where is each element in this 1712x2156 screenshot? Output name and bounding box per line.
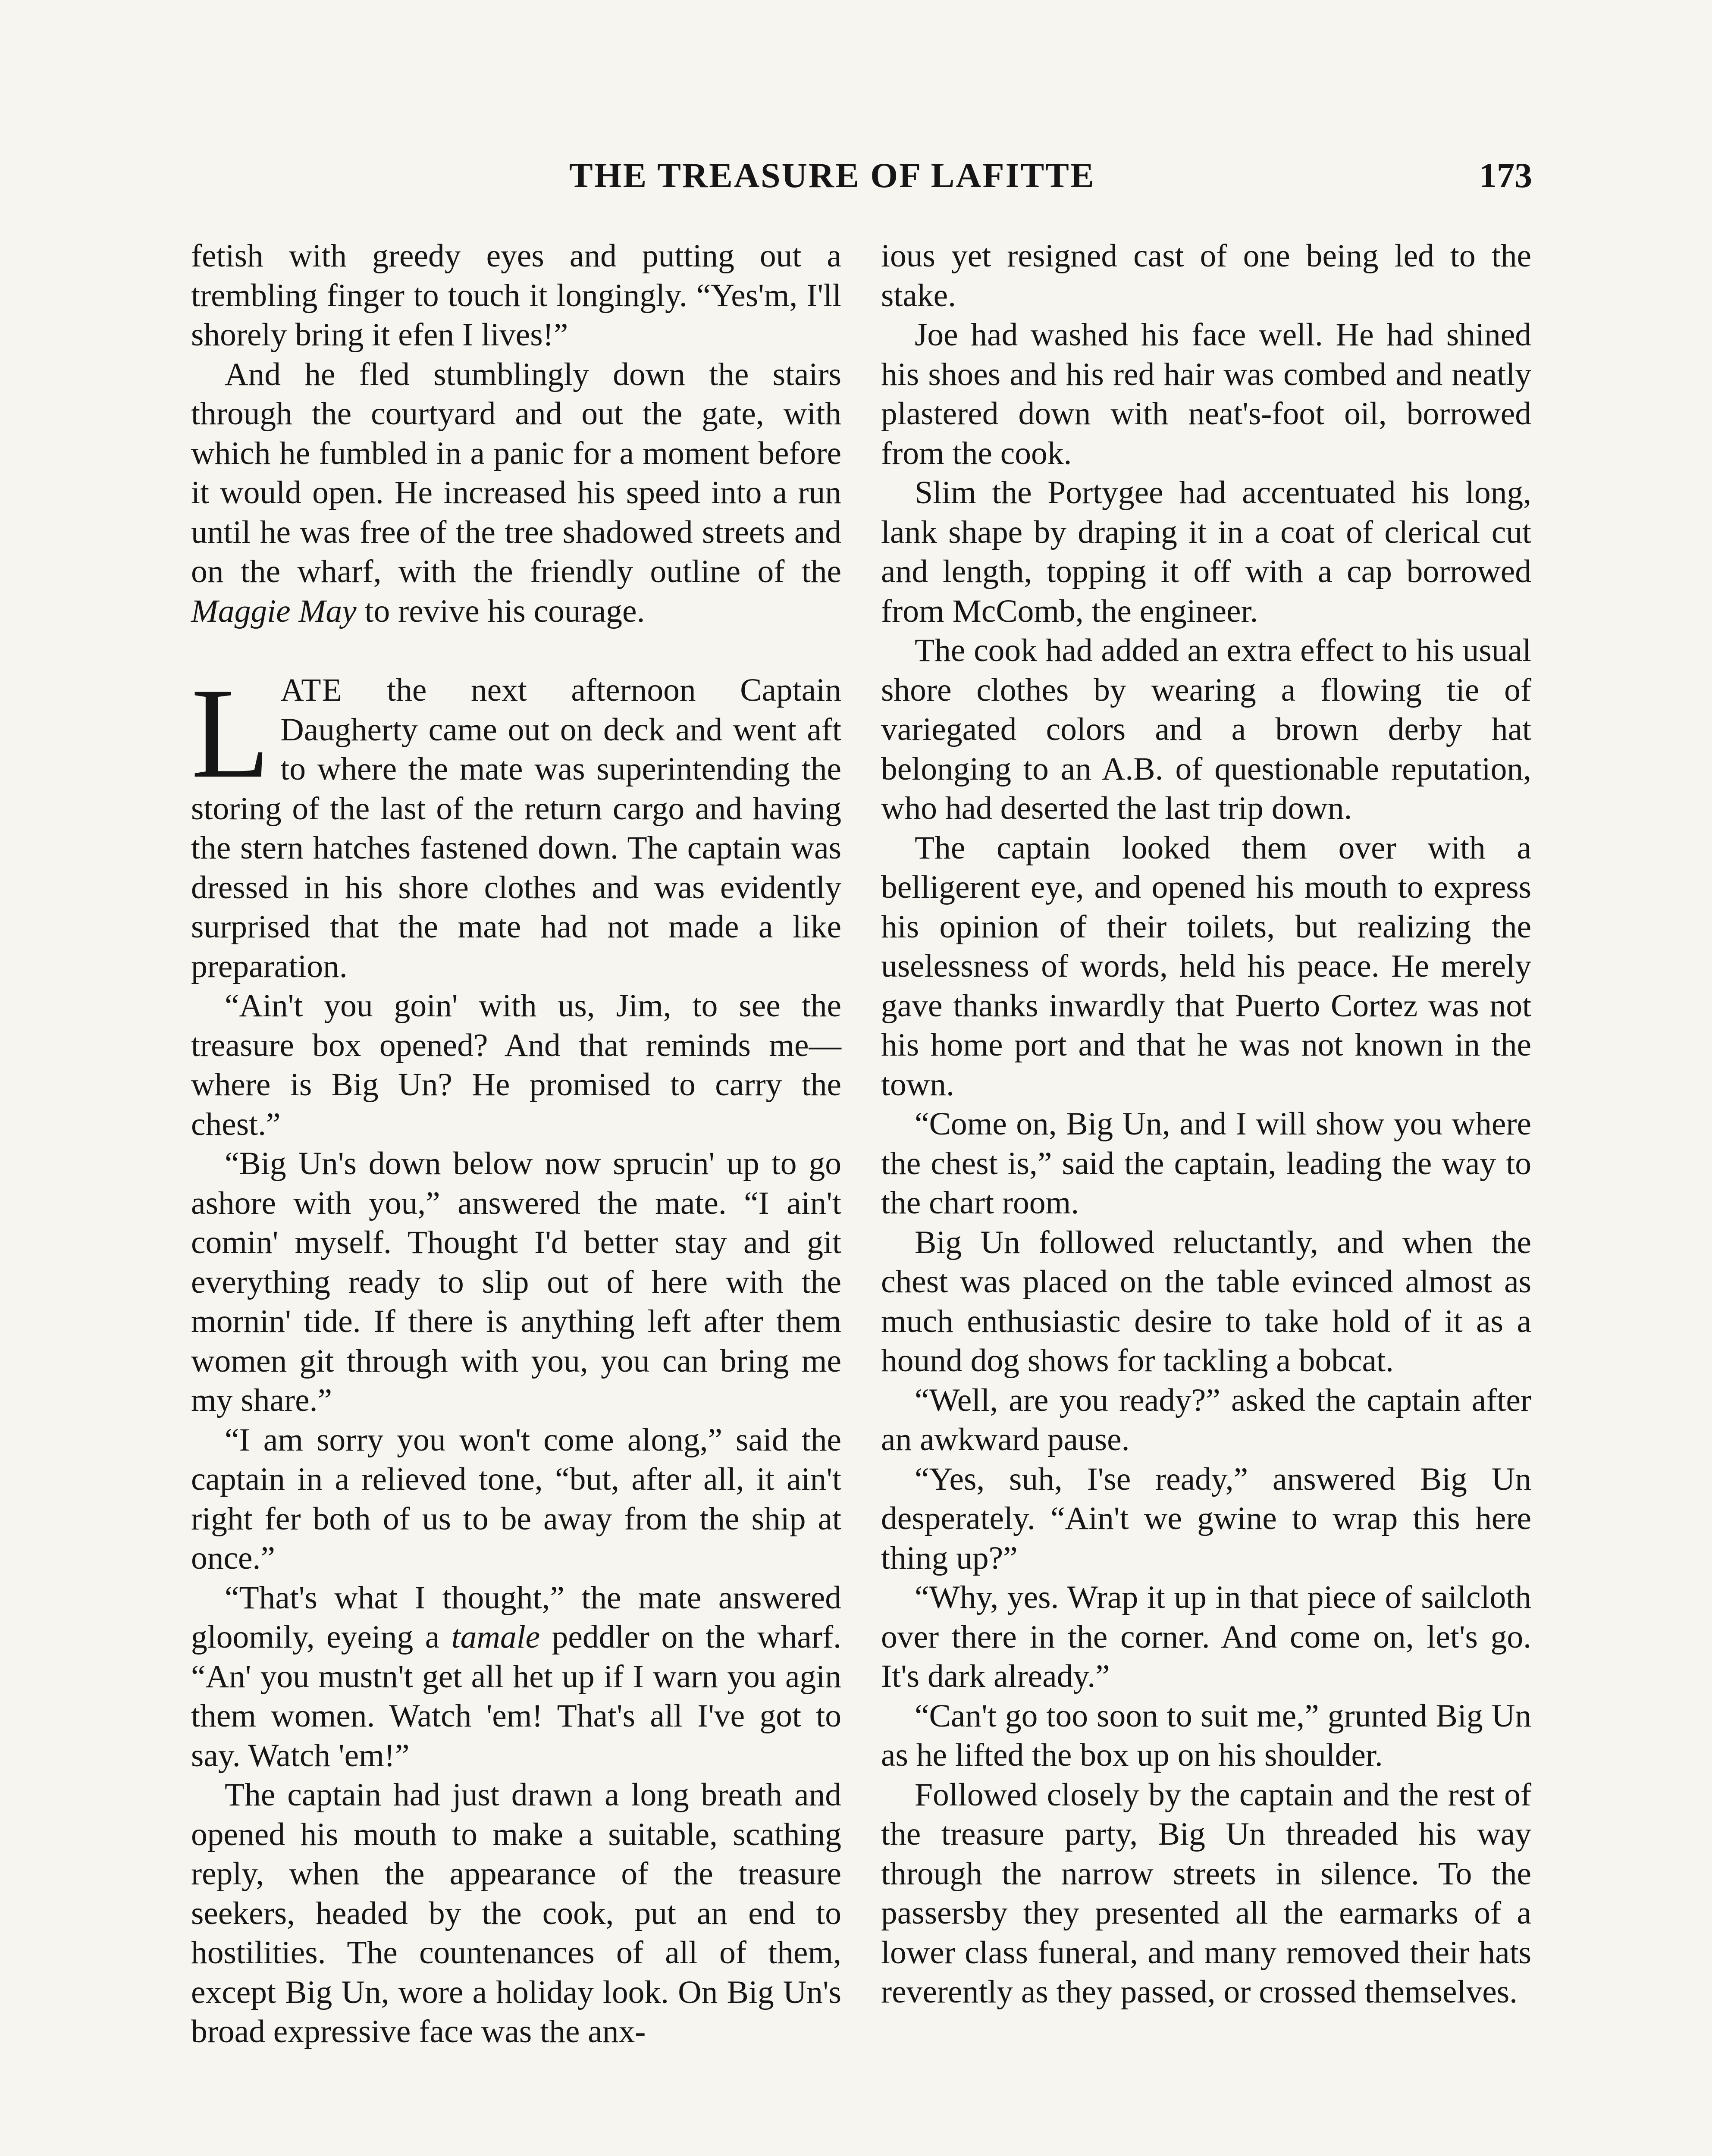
paragraph: Slim the Portygee had accentuated his long, lank shape by draping it in a coat of clerical cut and length, topping it off with a cap borrowed from McComb, the engineer. <box>881 475 1531 629</box>
section-break <box>191 631 841 671</box>
italic-word: tamale <box>451 1619 540 1655</box>
paragraph: “I am sorry you won't come along,” said the captain in a relieved tone, “but, after all, it ain't right fer both of us to be away from the ship at once.” <box>191 1422 841 1576</box>
left-column <box>191 236 841 2052</box>
paragraph: “Well, are you ready?” asked the captain after an awkward pause. <box>881 1382 1531 1457</box>
right-column <box>881 236 1531 2012</box>
paragraph: The cook had added an extra effect to his usual shore clothes by wearing a flowing tie of variegated colors and a brown derby hat belonging to an A.B. of questionable reputation, who had deserted the last trip down. <box>881 633 1531 826</box>
paragraph: The captain had just drawn a long breath and opened his mouth to make a suitable, scathing reply, when the appearance of the treasure seekers, headed by the cook, put an end to hostilities. The countenances of all of them, except Big Un, wore a holiday look. On Big Un's broad expressive face was the anx- <box>191 1777 841 2049</box>
paragraph: “Why, yes. Wrap it up in that piece of sailcloth over there in the corner. And come on, let's go. It's dark already.” <box>881 1579 1531 1694</box>
paragraph: “Come on, Big Un, and I will show you where the chest is,” said the captain, leading the way to the chart room. <box>881 1106 1531 1221</box>
ship-name: Maggie May <box>191 593 357 629</box>
drop-cap: L <box>191 661 270 805</box>
paragraph: Followed closely by the captain and the rest of the treasure party, Big Un threaded his way through the narrow streets in silence. To the passersby they presented all the earmarks of a lower class funeral, and many removed their hats reverently as they passed, or crossed themselves. <box>881 1777 1531 2010</box>
paragraph: Big Un followed reluctantly, and when the chest was placed on the table evinced almost as much enthusiastic desire to take hold of it as a hound dog shows for tackling a bobcat. <box>881 1224 1531 1379</box>
page-number: 173 <box>1479 156 1532 195</box>
section-opening-paragraph: LATE the next afternoon Captain Daugherty came out on deck and went aft to where the mate was superintending the storing of the last of the return cargo and having the stern hatches fastened down. The captain was dressed in his shore clothes and was evidently surprised that the mate had not made a like preparation. <box>191 661 841 984</box>
paragraph: “That's what I thought,” the mate answered gloomily, eyeing a tamale peddler on the wharf. “An' you mustn't get all het up if I warn you agin them women. Watch 'em! That's all I've got to say. Watch 'em!” <box>191 1579 841 1774</box>
running-title: THE TREASURE OF LAFITTE <box>569 156 1095 195</box>
paragraph: “Yes, suh, I'se ready,” answered Big Un desperately. “Ain't we gwine to wrap this here thing up?” <box>881 1461 1531 1576</box>
paragraph: “Ain't you goin' with us, Jim, to see the treasure box opened? And that reminds me—where is Big Un? He promised to carry the chest.” <box>191 988 841 1142</box>
paragraph: Joe had washed his face well. He had shined his shoes and his red hair was combed and neatly plastered down with neat's-foot oil, borrowed from the cook. <box>881 317 1531 471</box>
paragraph: And he fled stumblingly down the stairs through the courtyard and out the gate, with which he fumbled in a panic for a moment before it would open. He increased his speed into a run until he was free of the tree shadowed streets and on the wharf, with the friendly outline of the Maggie May to revive his courage. <box>191 356 841 629</box>
paragraph: fetish with greedy eyes and putting out a trembling finger to touch it longingly. “Yes'm, I'll shorely bring it efen I lives!” <box>191 238 841 353</box>
paragraph: The captain looked them over with a belligerent eye, and opened his mouth to express his opinion of their toilets, but realizing the uselessness of words, held his peace. He merely gave thanks inwardly that Puerto Cortez was not his home port and that he was not known in the town. <box>881 830 1531 1103</box>
paragraph: “Big Un's down below now sprucin' up to go ashore with you,” answered the mate. “I ain't comin' myself. Thought I'd better stay and git everything ready to slip out of here with the mornin' tide. If there is anything left after them women git through with you, you can bring me my share.” <box>191 1146 841 1418</box>
paragraph: “Can't go too soon to suit me,” grunted Big Un as he lifted the box up on his shoulder. <box>881 1698 1531 1773</box>
paragraph: ious yet resigned cast of one being led to the stake. <box>881 238 1531 313</box>
